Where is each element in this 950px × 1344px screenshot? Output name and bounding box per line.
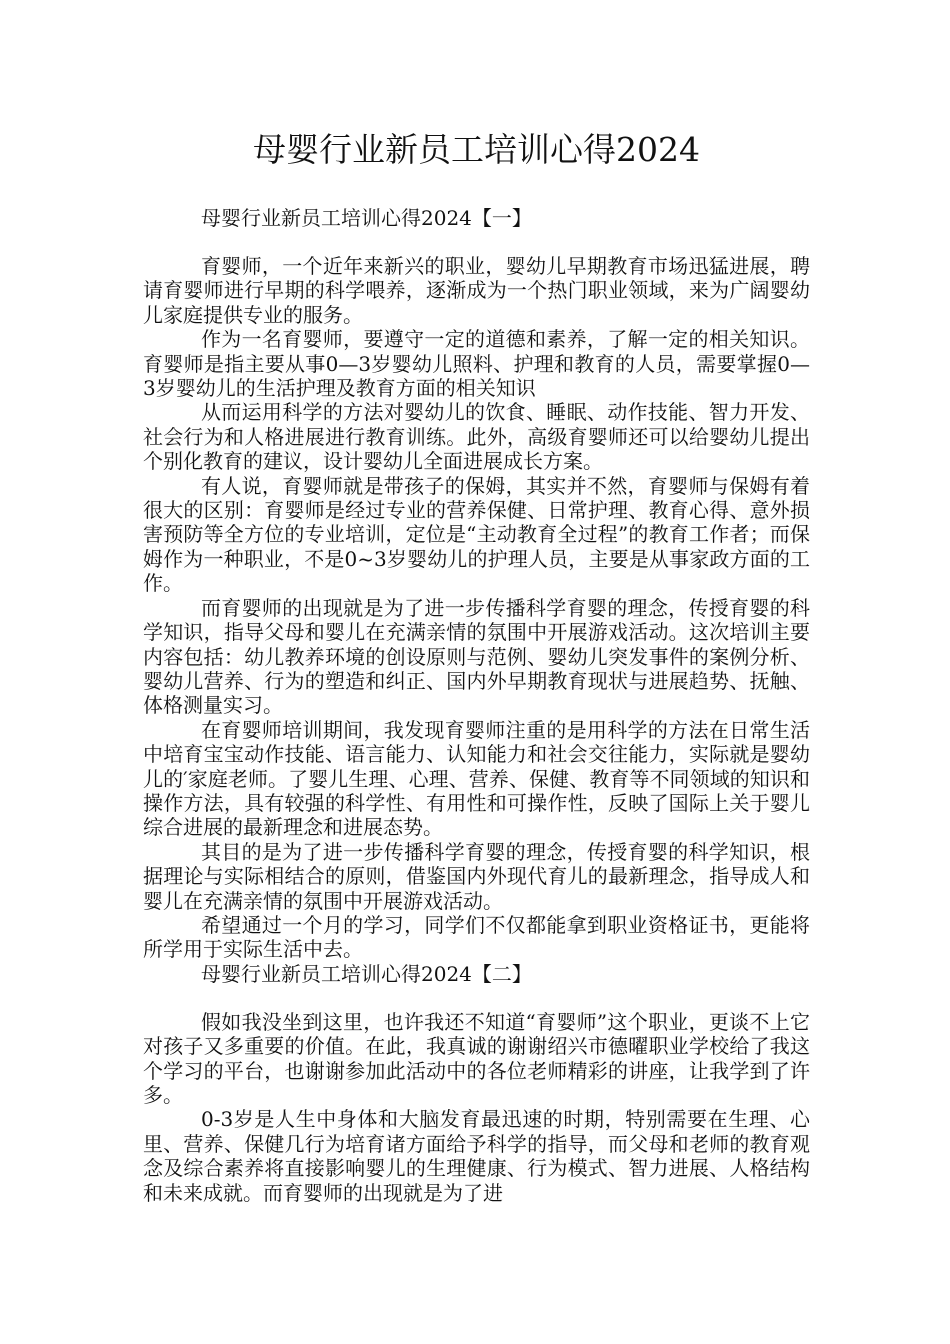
section-heading-1: 母婴行业新员工培训心得2024【一】 <box>201 206 532 230</box>
paragraph: 育婴师，一个近年来新兴的职业，婴幼儿早期教育市场迅猛进展，聘请育婴师进行早期的科学喂养，逐渐成为一个热门职业领域，来为广阔婴幼儿家庭提供专业的服务。 <box>143 254 810 327</box>
paragraph: 其目的是为了进一步传播科学育婴的理念，传授育婴的科学知识，根据理论与实际相结合的原则，借鉴国内外现代育儿的最新理念，指导成人和婴儿在充满亲情的氛围中开展游戏活动。 <box>143 839 810 913</box>
paragraph: 有人说，育婴师就是带孩子的保姆，其实并不然，育婴师与保姆有着很大的区别：育婴师是经过专业的营养保健、日常护理、教育心得、意外损害预防等全方位的专业培训，定位是“主动教育全过程”的教育工作者；而保姆作为一种职业，不是0~3岁婴幼儿的护理人员，主要是从事家政方面的工作。 <box>143 473 810 596</box>
document-title: 母婴行业新员工培训心得2024 <box>253 130 700 169</box>
paragraph: 在育婴师培训期间，我发现育婴师注重的是用科学的方法在日常生活中培育宝宝动作技能、语言能力、认知能力和社会交往能力，实际就是婴幼儿的′家庭老师。了婴儿生理、心理、营养、保健、教育等不同领域的知识和操作方法，具有较强的科学性、有用性和可操作性，反映了国际上关于婴儿综合进展的最新理念和进展态势。 <box>143 717 810 840</box>
paragraph: 0-3岁是人生中身体和大脑发育最迅速的时期，特别需要在生理、心里、营养、保健几行为培育诸方面给予科学的指导，而父母和老师的教育观念及综合素养将直接影响婴儿的生理健康、行为模式、智力进展、人格结构和未来成就。而育婴师的出现就是为了进 <box>143 1107 810 1205</box>
paragraph: 从而运用科学的方法对婴幼儿的饮食、睡眠、动作技能、智力开发、社会行为和人格进展进行教育训练。此外，高级育婴师还可以给婴幼儿提出个别化教育的建议，设计婴幼儿全面进展成长方案。 <box>143 400 810 474</box>
paragraph: 作为一名育婴师，要遵守一定的道德和素养，了解一定的相关知识。育婴师是指主要从事0—3岁婴幼儿照料、护理和教育的人员，需要掌握0—3岁婴幼儿的生活护理及教育方面的相关知识 <box>143 327 810 401</box>
paragraph: 而育婴师的出现就是为了进一步传播科学育婴的理念，传授育婴的科学知识，指导父母和婴儿在充满亲情的氛围中开展游戏活动。这次培训主要内容包括：幼儿教养环境的创设原则与范例、婴幼儿突发事件的案例分析、婴幼儿营养、行为的塑造和纠正、国内外早期教育现状与进展趋势、抚触、体格测量实习。 <box>143 595 810 718</box>
section-heading-2: 母婴行业新员工培训心得2024【二】 <box>201 961 532 986</box>
paragraph: 假如我没坐到这里，也许我还不知道“育婴师”这个职业，更谈不上它对孩子又多重要的价值。在此，我真诚的谢谢绍兴市德曜职业学校给了我这个学习的平台，也谢谢参加此活动中的各位老师精彩的讲座，让我学到了许多。 <box>143 1009 810 1107</box>
paragraph: 希望通过一个月的学习，同学们不仅都能拿到职业资格证书，更能将所学用于实际生活中去。 <box>143 912 810 962</box>
